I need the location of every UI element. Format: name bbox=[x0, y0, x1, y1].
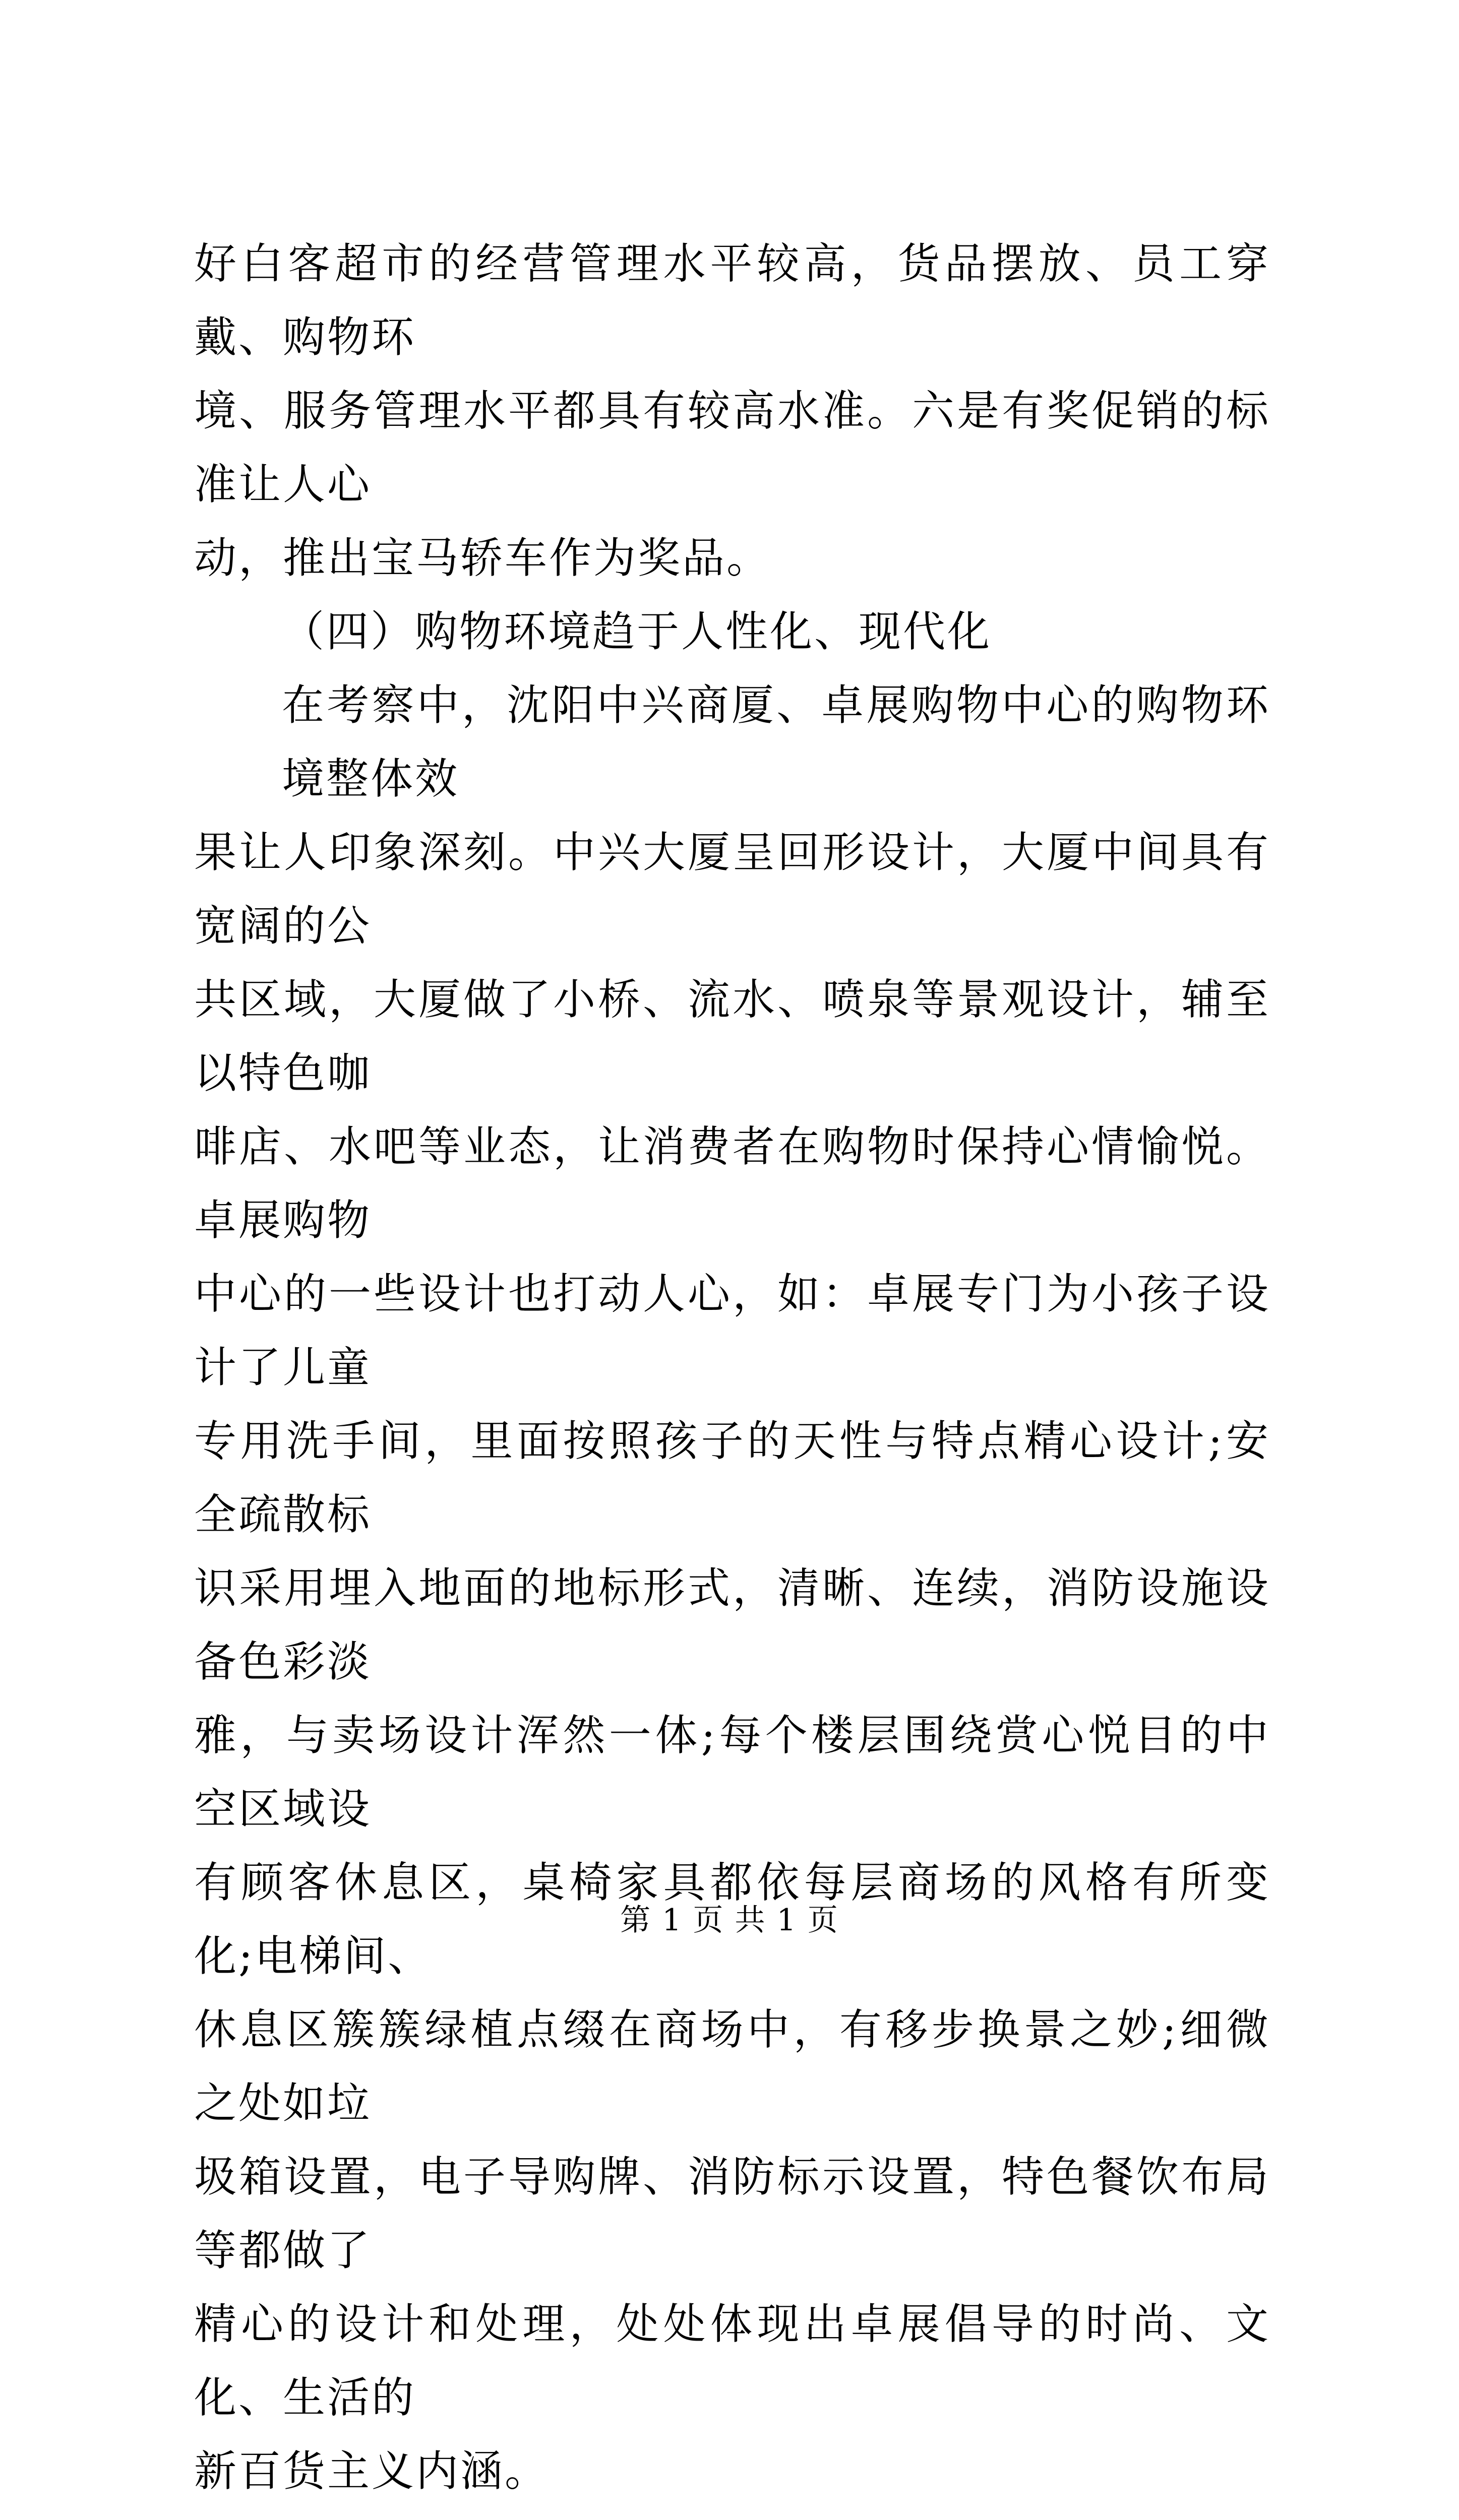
text-line: 雅，与卖场设计浑然一体;每个楼层围绕赏心悦目的中空区域设 bbox=[194, 1711, 1270, 1834]
text-line: 新百货主义内涵。 bbox=[194, 2446, 550, 2496]
page-number-label: 第 1 页 共 1 页 bbox=[620, 1903, 839, 1938]
document-body bbox=[194, 227, 1270, 2520]
paragraph-continuation bbox=[194, 227, 1270, 595]
text-line: 在考察中，沈阳中兴商厦、卓展购物中心的购物环境整体效 bbox=[282, 680, 1270, 803]
text-line: 精心的设计和处理，处处体现出卓展倡导的时尚、文化、生活的 bbox=[194, 2299, 1270, 2422]
page-footer bbox=[0, 1900, 1459, 1940]
text-line: 有顾客休息区，桌椅家具都依每层商场的风格有所变化;电梯间、 bbox=[194, 1858, 1270, 1981]
paragraph-shopping-environment bbox=[194, 668, 1270, 2508]
text-line: 专用洗手间，里面按照孩子的天性与特点精心设计;安全疏散标 bbox=[194, 1416, 1270, 1539]
text-line: 中心的一些设计也打动人心，如：卓展专门为小孩子设计了儿童 bbox=[194, 1269, 1270, 1392]
text-line: 好白客超市的经营管理水平较高，货品摆放、员工穿戴、购物环 bbox=[194, 239, 1270, 362]
text-line: 识采用埋入地面的地标形式，清晰、连续，消防设施设备色彩淡 bbox=[194, 1563, 1270, 1686]
section-heading-5 bbox=[194, 2508, 1270, 2520]
text-line: 休息区簇簇绿植点缀在商场中，有移步换景之妙;细微之处如垃 bbox=[194, 2005, 1270, 2128]
text-line: 果让人印象深刻。中兴大厦呈回形设计，大厦中间具有宽阔的公 bbox=[194, 828, 1270, 951]
text-line: 啡店、水吧等业态，让消费者在购物时保持心情愉悦。卓展购物 bbox=[194, 1122, 1270, 1245]
text-line: 动，推出宝马轿车作为奖品。 bbox=[194, 533, 771, 583]
text-line: 圾箱设置，电子导购牌、消防标示设置，特色餐饮布局等都做了 bbox=[194, 2152, 1270, 2275]
section-heading-4: （四）购物环境趋于人性化、现代化 bbox=[282, 607, 992, 656]
text-line: 共区域，大厦做了小桥、流水、喷泉等景观设计，辅至以特色咖 bbox=[194, 975, 1270, 1098]
text-line: 境、服务管理水平都具有较高水准。六是有奖促销的标准让人心 bbox=[194, 386, 1270, 509]
